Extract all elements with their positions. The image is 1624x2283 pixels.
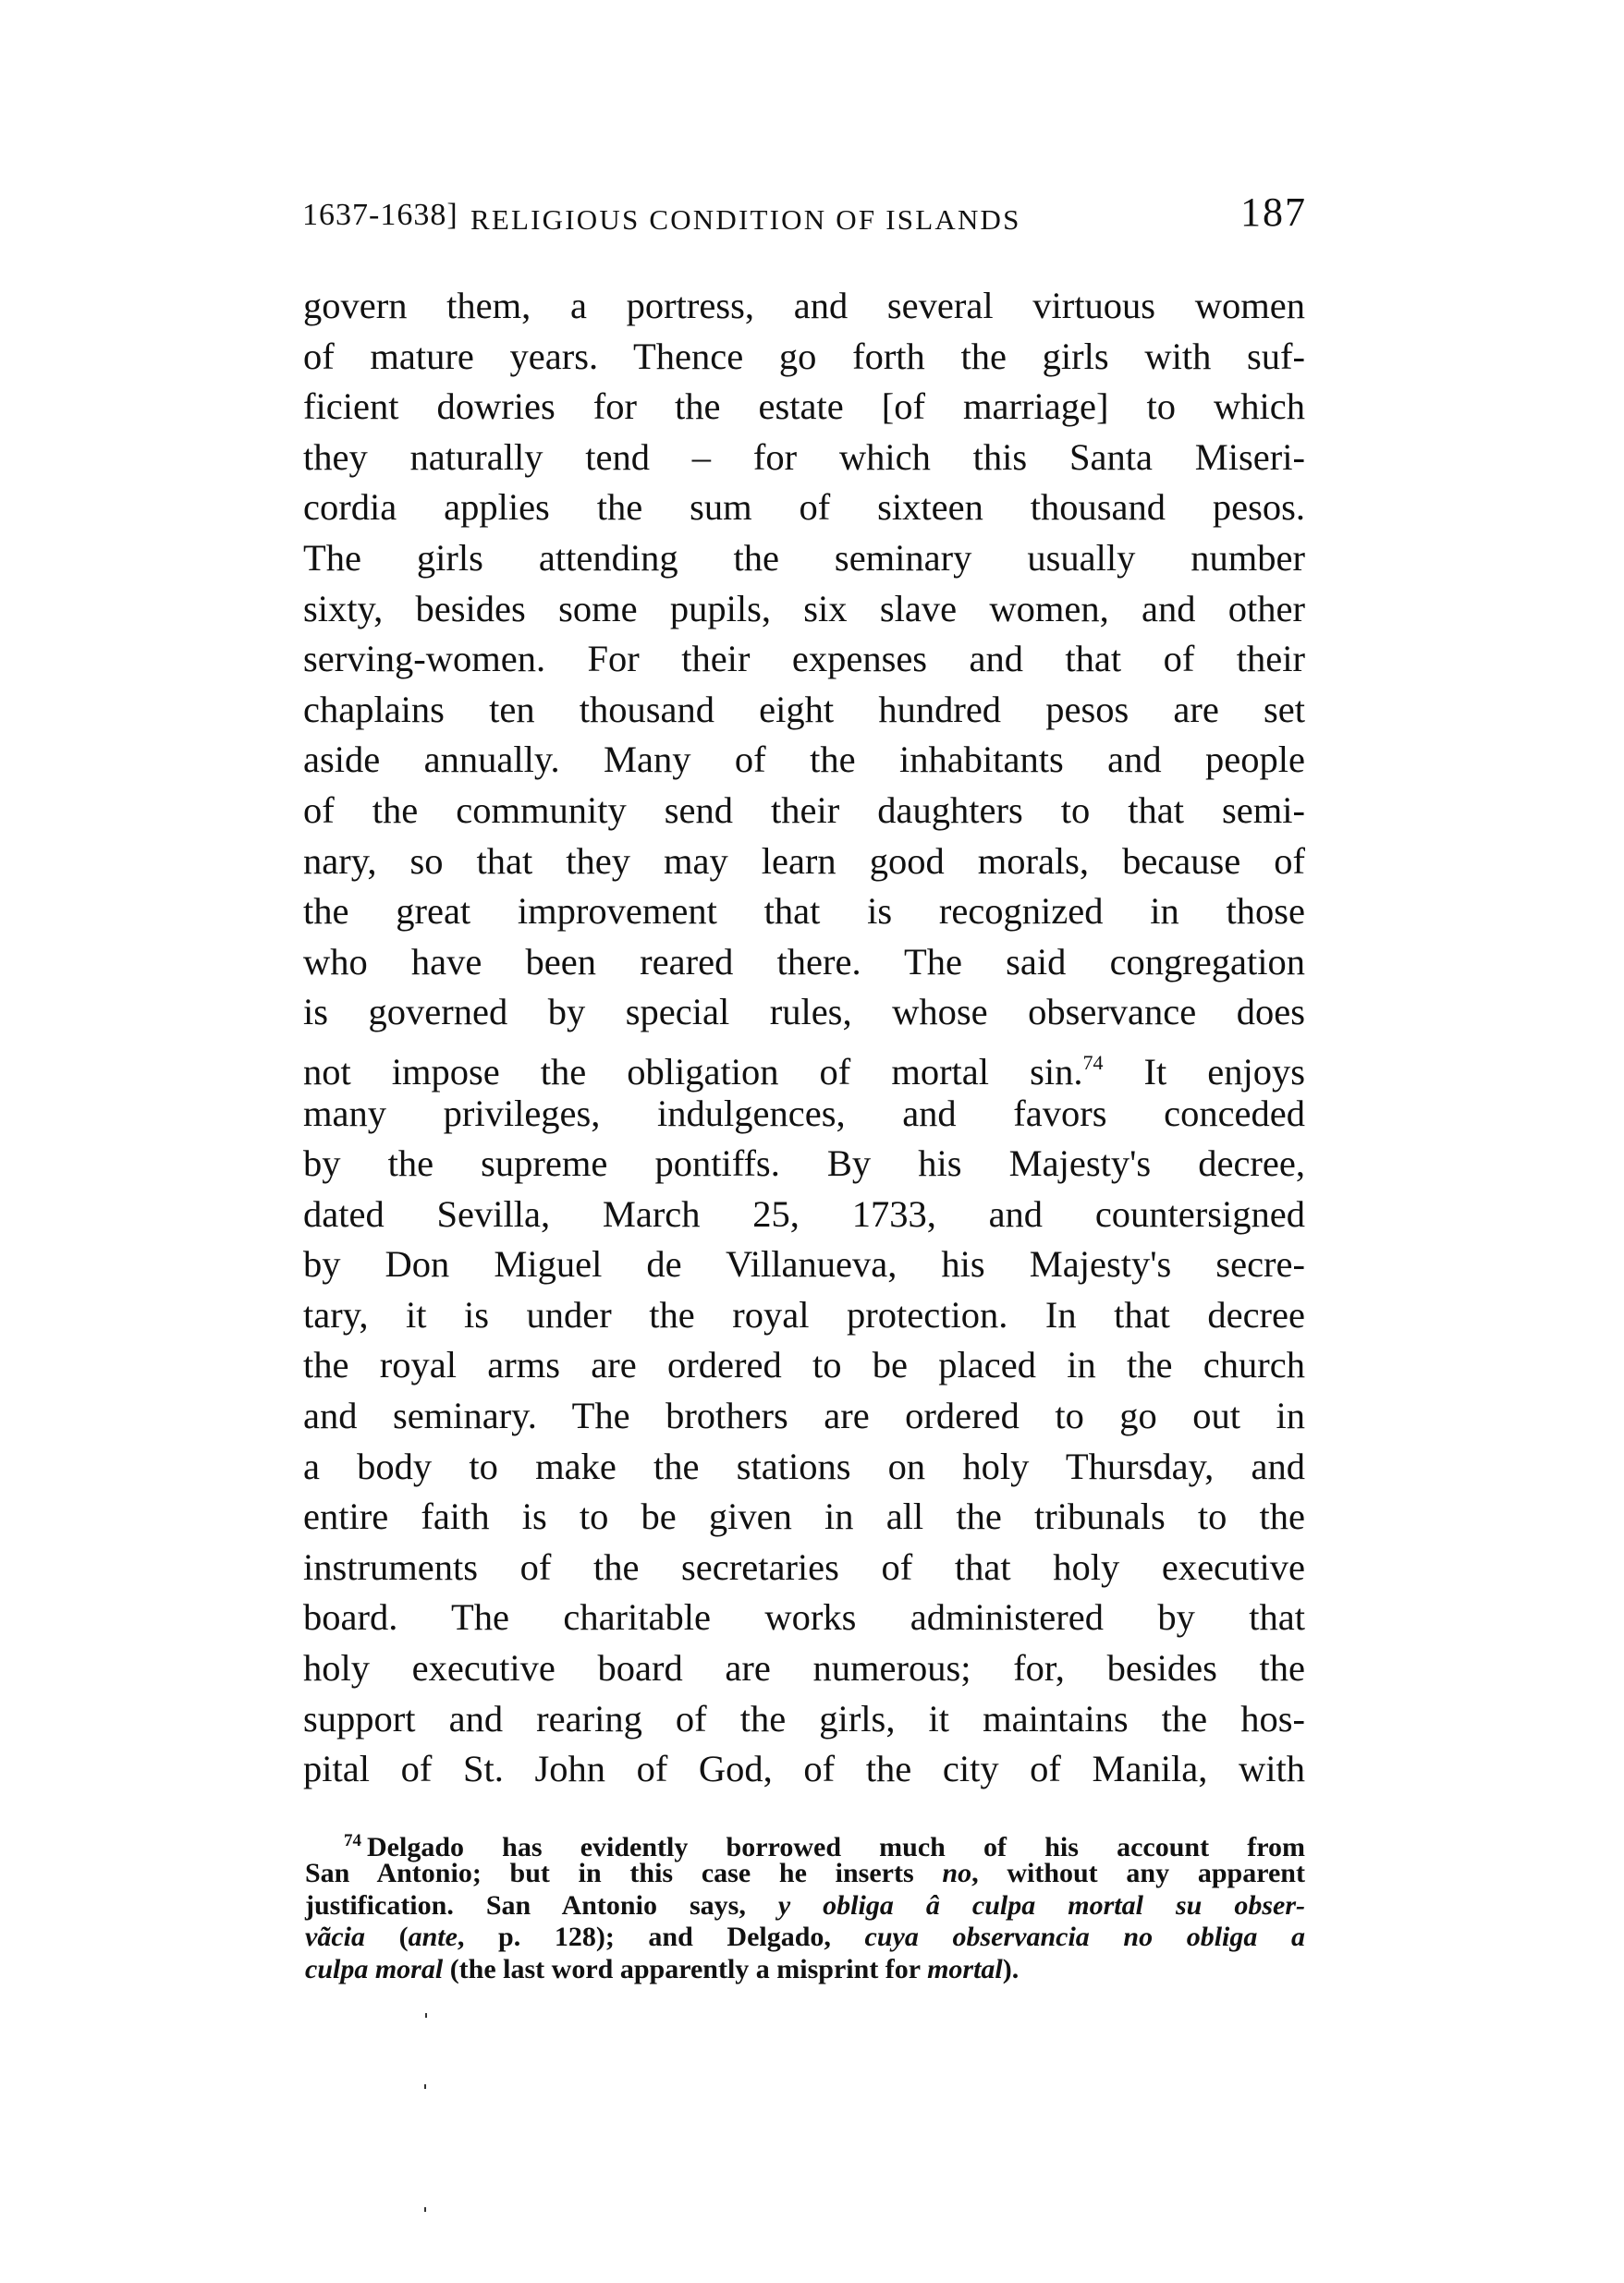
footnote-italic: ante xyxy=(408,1922,458,1953)
body-line: entire faith is to be given in all the tribunals to the xyxy=(303,1496,1305,1538)
running-head xyxy=(302,189,1307,248)
body-line: dated Sevilla, March 25, 1733, and countersigned xyxy=(303,1192,1305,1235)
body-line: govern them, a portress, and several virtuous women xyxy=(303,285,1305,326)
scan-speck xyxy=(424,2207,426,2212)
body-line: aside annually. Many of the inhabitants and people xyxy=(303,739,1305,781)
footnote-line xyxy=(305,1922,1305,1954)
body-line: the great improvement that is recognized in those xyxy=(303,890,1305,933)
body-line: and seminary. The brothers are ordered to go out in xyxy=(303,1395,1305,1437)
footnote-line xyxy=(305,1954,1305,1986)
body-line: serving-women. For their expenses and that of their xyxy=(303,638,1305,680)
body-line: nary, so that they may learn good morals, because of xyxy=(303,839,1305,882)
body-line: a body to make the stations on holy Thursday, and xyxy=(303,1445,1305,1487)
footnote-line xyxy=(305,1825,1305,1862)
footnote-italic: mortal xyxy=(927,1954,1003,1985)
footnote-text: , without any apparent xyxy=(971,1857,1305,1888)
footnote-number: 74 xyxy=(344,1831,361,1850)
footnote-italic: cuya observancia no obliga a xyxy=(864,1922,1305,1953)
body-line: of the community send their daughters to that semi- xyxy=(303,788,1305,831)
body-line: who have been reared there. The said congregation xyxy=(303,940,1305,983)
body-line: they naturally tend – for which this Santa Miseri- xyxy=(303,435,1305,478)
body-line: by the supreme pontiffs. By his Majesty's decree, xyxy=(303,1142,1305,1185)
page-number: 187 xyxy=(1240,189,1307,235)
body-line: is governed by special rules, whose observance does xyxy=(303,991,1305,1033)
footnote-italic: vãcia xyxy=(305,1922,365,1953)
body-line: holy executive board are numerous; for, besides the xyxy=(303,1647,1305,1690)
body-line: sixty, besides some pupils, six slave women, and other xyxy=(303,587,1305,629)
body-line: the royal arms are ordered to be placed in the church xyxy=(303,1344,1305,1386)
footnote-text: ). xyxy=(1002,1954,1020,1985)
body-line-with-footnote-ref xyxy=(303,1038,1305,1093)
body-line: pital of St. John of God, of the city of Manila, with xyxy=(303,1748,1305,1790)
footnote-italic: no xyxy=(942,1857,972,1888)
body-text xyxy=(303,281,1305,1795)
scan-speck xyxy=(424,2084,426,2089)
footnote-reference[interactable]: 74 xyxy=(1082,1050,1104,1074)
footnote-text: (the last word apparently a misprint for xyxy=(443,1954,928,1985)
footnote-line xyxy=(305,1890,1305,1923)
body-line-tail: It enjoys xyxy=(1143,1050,1305,1093)
body-line: board. The charitable works administered by that xyxy=(303,1596,1305,1639)
footnote-74 xyxy=(305,1825,1305,1986)
footnote-italic: y obliga â culpa mortal su obser- xyxy=(777,1889,1305,1921)
footnote-text: Delgado has evidently borrowed much of his account from xyxy=(367,1832,1305,1862)
footnote-text: justification. San Antonio says, xyxy=(305,1889,778,1921)
footnote-italic: culpa moral xyxy=(305,1954,444,1985)
footnote-line xyxy=(305,1858,1305,1890)
body-line: support and rearing of the girls, it maintains the hos- xyxy=(303,1697,1305,1740)
body-line: by Don Miguel de Villanueva, his Majesty's secre- xyxy=(303,1243,1305,1286)
scan-speck xyxy=(425,2013,427,2018)
body-line: cordia applies the sum of sixteen thousand pesos. xyxy=(303,486,1305,529)
footnote-text: San Antonio; but in this case he inserts xyxy=(305,1857,943,1888)
footnote-text: ( xyxy=(364,1922,409,1953)
body-line: of mature years. Thence go forth the girls with suf- xyxy=(303,335,1305,377)
body-line: tary, it is under the royal protection. In that decree xyxy=(303,1293,1305,1336)
body-line: many privileges, indulgences, and favors conceded xyxy=(303,1092,1305,1134)
body-line: ficient dowries for the estate [of marriage] to which xyxy=(303,385,1305,428)
body-line: The girls attending the seminary usually number xyxy=(303,536,1305,579)
body-line: instruments of the secretaries of that holy executive xyxy=(303,1545,1305,1588)
running-head-title: RELIGIOUS CONDITION OF ISLANDS xyxy=(470,203,1021,236)
body-line-text: not impose the obligation of mortal sin. xyxy=(303,1050,1083,1093)
body-line: chaplains ten thousand eight hundred pesos are set xyxy=(303,688,1305,730)
footnote-text: , p. 128); and Delgado, xyxy=(457,1922,865,1953)
running-head-years: 1637-1638] xyxy=(302,198,458,232)
